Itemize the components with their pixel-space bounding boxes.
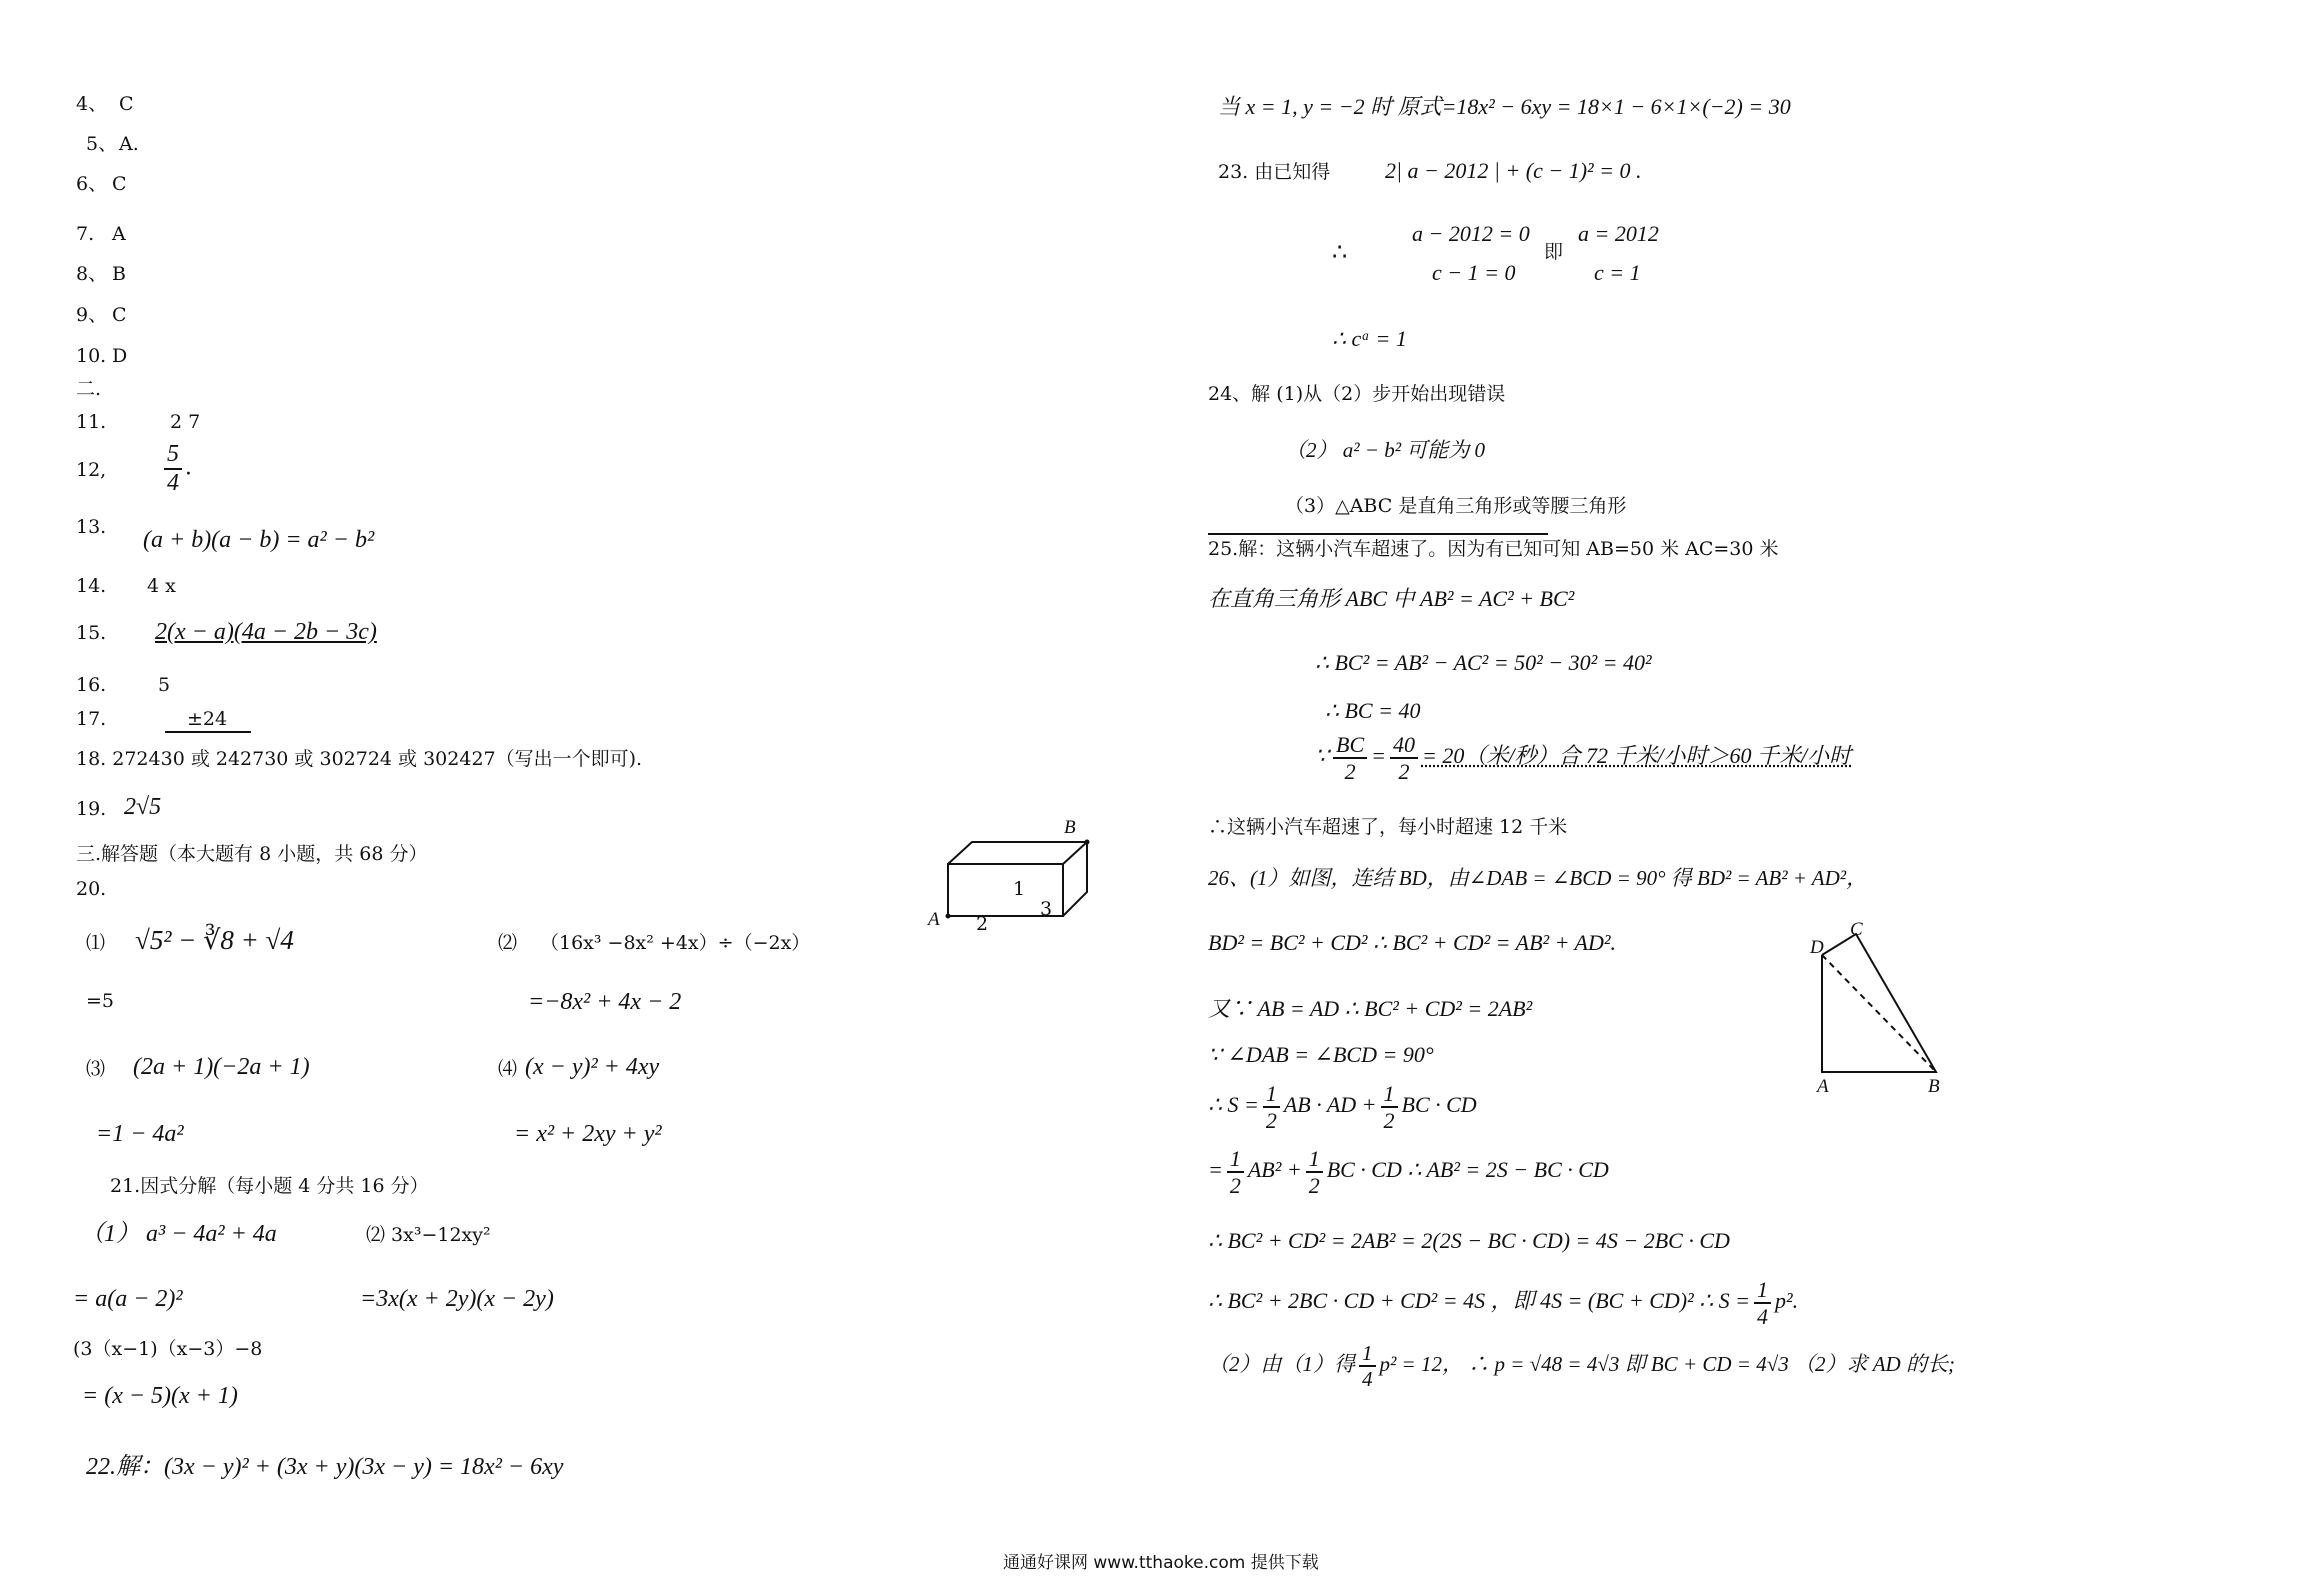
q26-eq-sign: =: [1208, 1157, 1223, 1183]
q12-denominator: 4: [167, 470, 179, 497]
q23-result: ∴ cᵃ = 1: [1332, 326, 1407, 351]
q25-speed-text: = 20（米/秒）合 72 千米/小时＞60 千米/小时: [1421, 743, 1852, 769]
half-den-4: 2: [1308, 1173, 1320, 1199]
q23-system-2a: a = 2012: [1578, 221, 1659, 246]
q11-num: 11.: [76, 411, 107, 433]
half-den-2: 2: [1383, 1108, 1395, 1134]
q26-line-5: [1208, 1082, 1477, 1132]
answer-7-num: 7.: [76, 223, 95, 245]
answer-6-val: C: [112, 173, 127, 195]
q14-num: 14.: [76, 575, 107, 597]
answer-9-val: C: [112, 304, 127, 326]
box-point-b: [1085, 840, 1090, 845]
half-num-4: 1: [1306, 1147, 1323, 1173]
q21-p3: (3（x−1)（x−3）−8: [73, 1338, 263, 1360]
answer-6-num: 6、: [76, 173, 108, 195]
answer-9-num: 9、: [76, 304, 108, 326]
q23-therefore: ∴: [1332, 238, 1348, 266]
answer-5-num: 5、: [86, 133, 118, 155]
box-point-a: [946, 914, 951, 919]
q20-p3-expr: (2a + 1)(−2a + 1): [133, 1054, 310, 1080]
box-label-edge-2: 2: [976, 913, 989, 935]
q26-s-post: BC · CD: [1401, 1092, 1477, 1118]
q12-numerator: 5: [164, 442, 182, 470]
q22-text: 22.解：(3x − y)² + (3x + y)(3x − y) = 18x² − 6xy: [86, 1454, 564, 1480]
quarter-den-2: 4: [1362, 1367, 1373, 1392]
q26-l8-pre: ∴ BC² + 2BC · CD + CD² = 4S ，即 4S = (BC + CD)² ∴ S =: [1208, 1288, 1751, 1314]
q26-l9-pre: （2）由（1）得: [1208, 1351, 1355, 1376]
q26-s-mid: AB · AD +: [1283, 1092, 1377, 1118]
q19-val: 2√5: [124, 794, 162, 820]
answer-8-num: 8、: [76, 263, 108, 285]
q23-system-1a: a − 2012 = 0: [1412, 221, 1530, 246]
q23-system-1b: c − 1 = 0: [1432, 260, 1516, 285]
q21-p3-result: = (x − 5)(x + 1): [82, 1383, 238, 1409]
answer-7-val: A: [112, 223, 126, 245]
q26-line-9: [1208, 1342, 1955, 1390]
half-num-3: 1: [1227, 1147, 1244, 1173]
q25-line-6: ∴这辆小汽车超速了，每小时超速 12 千米: [1208, 816, 1568, 838]
q25-line-1: 25.解：这辆小汽车超速了。因为有已知可知 AB=50 米 AC=30 米: [1208, 538, 1779, 560]
q20-p1-expr: √5² − ∛8 + √4: [135, 925, 294, 955]
q26-l8-post: p².: [1775, 1288, 1799, 1314]
q26-line-2: BD² = BC² + CD² ∴ BC² + CD² = AB² + AD².: [1208, 930, 1616, 955]
q16-val: 5: [158, 674, 171, 696]
q13-val: (a + b)(a − b) = a² − b²: [143, 527, 375, 553]
q25-line-4: ∴ BC = 40: [1325, 698, 1421, 723]
q20-p1-result: =5: [86, 990, 115, 1012]
box-label-edge-3: 3: [1040, 898, 1053, 920]
answer-5-val: A.: [119, 133, 139, 155]
q26-line-3: 又∵ AB = AD ∴ BC² + CD² = 2AB²: [1208, 996, 1533, 1021]
box-label-a: A: [928, 909, 940, 930]
q22-substitution: 当 x = 1, y = −2 时 原式=18x² − 6xy = 18×1 − 6×1×(−2) = 30: [1218, 94, 1791, 119]
q26-line-1: 26、(1）如图，连结 BD，由∠DAB = ∠BCD = 90° 得 BD² = AB² + AD²，: [1208, 866, 1868, 890]
q23-system-2b: c = 1: [1594, 260, 1641, 285]
q20-p4-label: ⑷: [498, 1058, 518, 1080]
q25-because: ∵: [1315, 743, 1329, 769]
q25-frac2-den: 2: [1398, 759, 1410, 785]
section-3-heading: 三.解答题（本大题有 8 小题，共 68 分）: [76, 843, 428, 865]
q25-line-5: ∵ $\frac{BC}{2}$ = $\frac{40}{2}$ = 20（米/秒）合 72 千米/小时＞60 千米/小时: [1315, 732, 1852, 785]
quarter-num-1: 1: [1754, 1278, 1771, 1304]
q20-p4-result: = x² + 2xy + y²: [514, 1121, 662, 1147]
quadrilateral-outline: [1822, 934, 1936, 1072]
q12-fraction: [160, 442, 192, 496]
q20-p1-label: ⑴: [86, 932, 106, 954]
answer-8-val: B: [112, 263, 126, 285]
half-num-1: 1: [1263, 1082, 1280, 1108]
q26-l9-post: p² = 12， ∴ p = √48 = 4√3 即 BC + CD = 4√3 （2）求 AD 的长;: [1379, 1351, 1955, 1376]
q24-line-2: （2） a² − b² 可能为 0: [1285, 438, 1486, 462]
q25-frac1-den: 2: [1344, 759, 1356, 785]
q24-line-3: （3）△ABC 是直角三角形或等腰三角形: [1285, 495, 1627, 517]
half-den-1: 2: [1265, 1108, 1277, 1134]
answer-10-val: D: [112, 345, 128, 367]
quarter-den-1: 4: [1757, 1304, 1769, 1330]
q18-text: 18. 272430 或 242730 或 302724 或 302427（写出一个即可).: [76, 748, 643, 770]
q21-p2: ⑵ 3x³−12xy²: [366, 1224, 491, 1246]
half-den-3: 2: [1229, 1173, 1241, 1199]
q20-p2-expr: （16x³ −8x² +4x）÷（−2x）: [540, 932, 811, 954]
fig-label-a: A: [1817, 1076, 1829, 1097]
fig-label-d: D: [1810, 937, 1824, 958]
half-num-2: 1: [1381, 1082, 1398, 1108]
quadrilateral-figure: [1810, 920, 1950, 1090]
q12-tail: .: [186, 454, 192, 481]
q26-l6-mid: AB² +: [1247, 1157, 1302, 1183]
q26-l6-post: BC · CD ∴ AB² = 2S − BC · CD: [1326, 1157, 1609, 1183]
q24-divider: [1208, 533, 1548, 535]
q19-num: 19.: [76, 798, 107, 820]
answer-4-num: 4、: [76, 93, 108, 115]
fig-label-b: B: [1928, 1076, 1940, 1097]
q20-p2-result: =−8x² + 4x − 2: [528, 989, 682, 1015]
answer-10-num: 10.: [76, 345, 107, 367]
q21-p1: （1） a³ − 4a² + 4a: [80, 1221, 277, 1247]
q20-num: 20.: [76, 878, 107, 900]
q26-line-7: ∴ BC² + CD² = 2AB² = 2(2S − BC · CD) = 4S − 2BC · CD: [1208, 1228, 1730, 1253]
quarter-num-2: 1: [1359, 1342, 1376, 1367]
fig-label-c: C: [1850, 919, 1863, 940]
q24-line-1: 24、解 (1)从（2）步开始出现错误: [1208, 383, 1506, 405]
q20-p4-expr: (x − y)² + 4xy: [525, 1054, 660, 1080]
page-footer: 通通好课网 www.tthaoke.com 提供下载: [1003, 1553, 1319, 1573]
q16-num: 16.: [76, 674, 107, 696]
q11-val: 2 7: [170, 411, 201, 433]
q13-num: 13.: [76, 516, 107, 538]
q25-frac1-num: BC: [1333, 733, 1367, 759]
q20-p3-result: =1 − 4a²: [96, 1121, 184, 1147]
q14-val: 4 x: [147, 575, 176, 597]
q15-num: 15.: [76, 622, 107, 644]
q17-num: 17.: [76, 708, 107, 730]
box-top-face: [948, 842, 1087, 864]
q21-p2-result: =3x(x + 2y)(x − 2y): [360, 1286, 554, 1312]
q26-line-6: [1208, 1147, 1609, 1197]
q26-line-8: [1208, 1278, 1798, 1328]
box-label-edge-1: 1: [1013, 878, 1026, 900]
box-figure: [920, 817, 1100, 940]
q21-p1-result: = a(a − 2)²: [73, 1286, 183, 1312]
q23-head: 23. 由已知得: [1218, 161, 1331, 183]
q20-p3-label: ⑶: [86, 1058, 106, 1080]
q25-frac2-num: 40: [1390, 733, 1418, 759]
q17-val: ±24: [165, 710, 251, 733]
q12-num: 12,: [76, 459, 107, 481]
q26-line-4: ∵ ∠DAB = ∠BCD = 90°: [1208, 1042, 1434, 1067]
q25-line-3: ∴ BC² = AB² − AC² = 50² − 30² = 40²: [1315, 650, 1652, 675]
section-2-heading: 二.: [76, 378, 102, 400]
q23-ji: 即: [1544, 241, 1564, 263]
q21-title: 21.因式分解（每小题 4 分共 16 分）: [110, 1175, 429, 1197]
box-label-b: B: [1064, 817, 1076, 838]
q26-s-eq: ∴ S =: [1208, 1092, 1259, 1118]
q15-val: 2(x − a)(4a − 2b − 3c): [155, 619, 377, 645]
q23-equation: 2| a − 2012 | + (c − 1)² = 0 .: [1385, 158, 1642, 183]
answer-4-val: C: [119, 93, 134, 115]
q20-p2-label: ⑵: [498, 932, 518, 954]
q25-line-2: 在直角三角形 ABC 中 AB² = AC² + BC²: [1208, 586, 1575, 611]
